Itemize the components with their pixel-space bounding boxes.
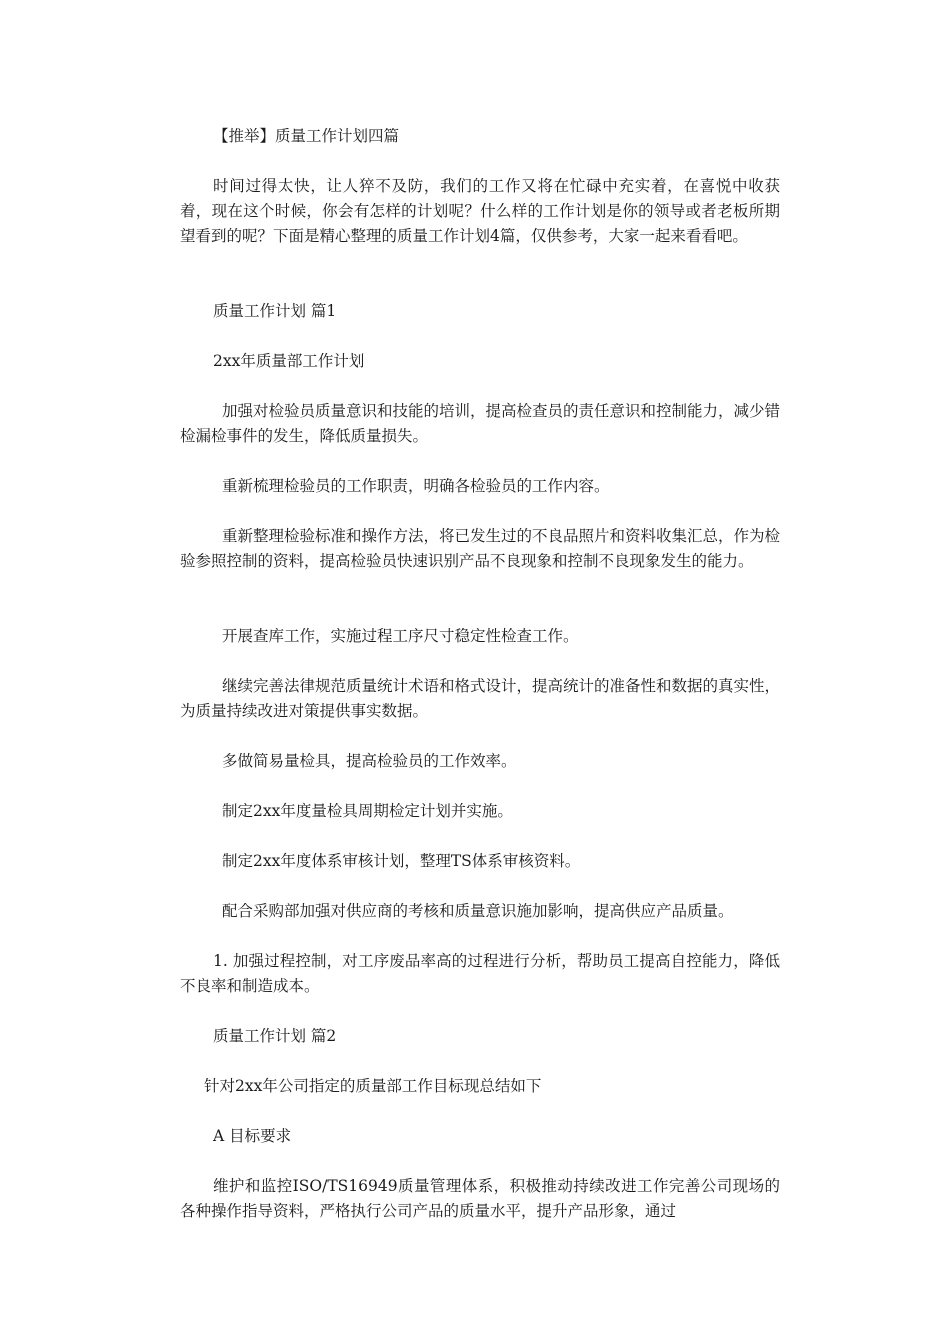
paragraph-standards: 重新整理检验标准和操作方法，将已发生过的不良品照片和资料收集汇总，作为检验参照控制的资料，提高检验员快速识别产品不良现象和控制不良现象发生的能力。 — [180, 527, 781, 570]
paragraph-training: 加强对检验员质量意识和技能的培训，提高检查员的责任意识和控制能力，减少错检漏检事件的发生，降低质量损失。 — [180, 402, 781, 445]
paragraph-intro: 时间过得太快，让人猝不及防，我们的工作又将在忙碌中充实着，在喜悦中收获着，现在这个时候，你会有怎样的计划呢？什么样的工作计划是你的领导或者老板所期望看到的呢？下面是精心整理的质量工作计划4篇，仅供参考，大家一起来看看吧。 — [180, 177, 780, 245]
paragraph-inventory: 开展查库工作，实施过程工序尺寸稳定性检查工作。 — [222, 627, 579, 645]
paragraph-suppliers: 配合采购部加强对供应商的考核和质量意识施加影响，提高供应产品质量。 — [222, 902, 734, 920]
paragraph-process-control: 1. 加强过程控制，对工序废品率高的过程进行分析，帮助员工提高自控能力，降低不良率和制造成本。 — [180, 952, 780, 995]
paragraph-duties: 重新梳理检验员的工作职责，明确各检验员的工作内容。 — [222, 477, 610, 495]
paragraph-audit: 制定2xx年度体系审核计划，整理TS体系审核资料。 — [222, 852, 581, 870]
subheading-plan: 2xx年质量部工作计划 — [213, 352, 365, 370]
document-title: 【推举】质量工作计划四篇 — [213, 127, 400, 145]
subheading-requirements: A 目标要求 — [213, 1127, 292, 1145]
section-heading-1: 质量工作计划 篇1 — [213, 302, 337, 320]
paragraph-calibration: 制定2xx年度量检具周期检定计划并实施。 — [222, 802, 513, 820]
paragraph-statistics: 继续完善法律规范质量统计术语和格式设计，提高统计的准备性和数据的真实性，为质量持续改进对策提供事实数据。 — [180, 677, 781, 720]
paragraph-gauges: 多做简易量检具，提高检验员的工作效率。 — [222, 752, 517, 770]
paragraph-targets-intro: 针对2xx年公司指定的质量部工作目标现总结如下 — [204, 1077, 542, 1095]
paragraph-iso: 维护和监控ISO/TS16949质量管理体系，积极推动持续改进工作完善公司现场的各种操作指导资料，严格执行公司产品的质量水平，提升产品形象，通过 — [180, 1177, 780, 1220]
section-heading-2: 质量工作计划 篇2 — [213, 1027, 337, 1045]
